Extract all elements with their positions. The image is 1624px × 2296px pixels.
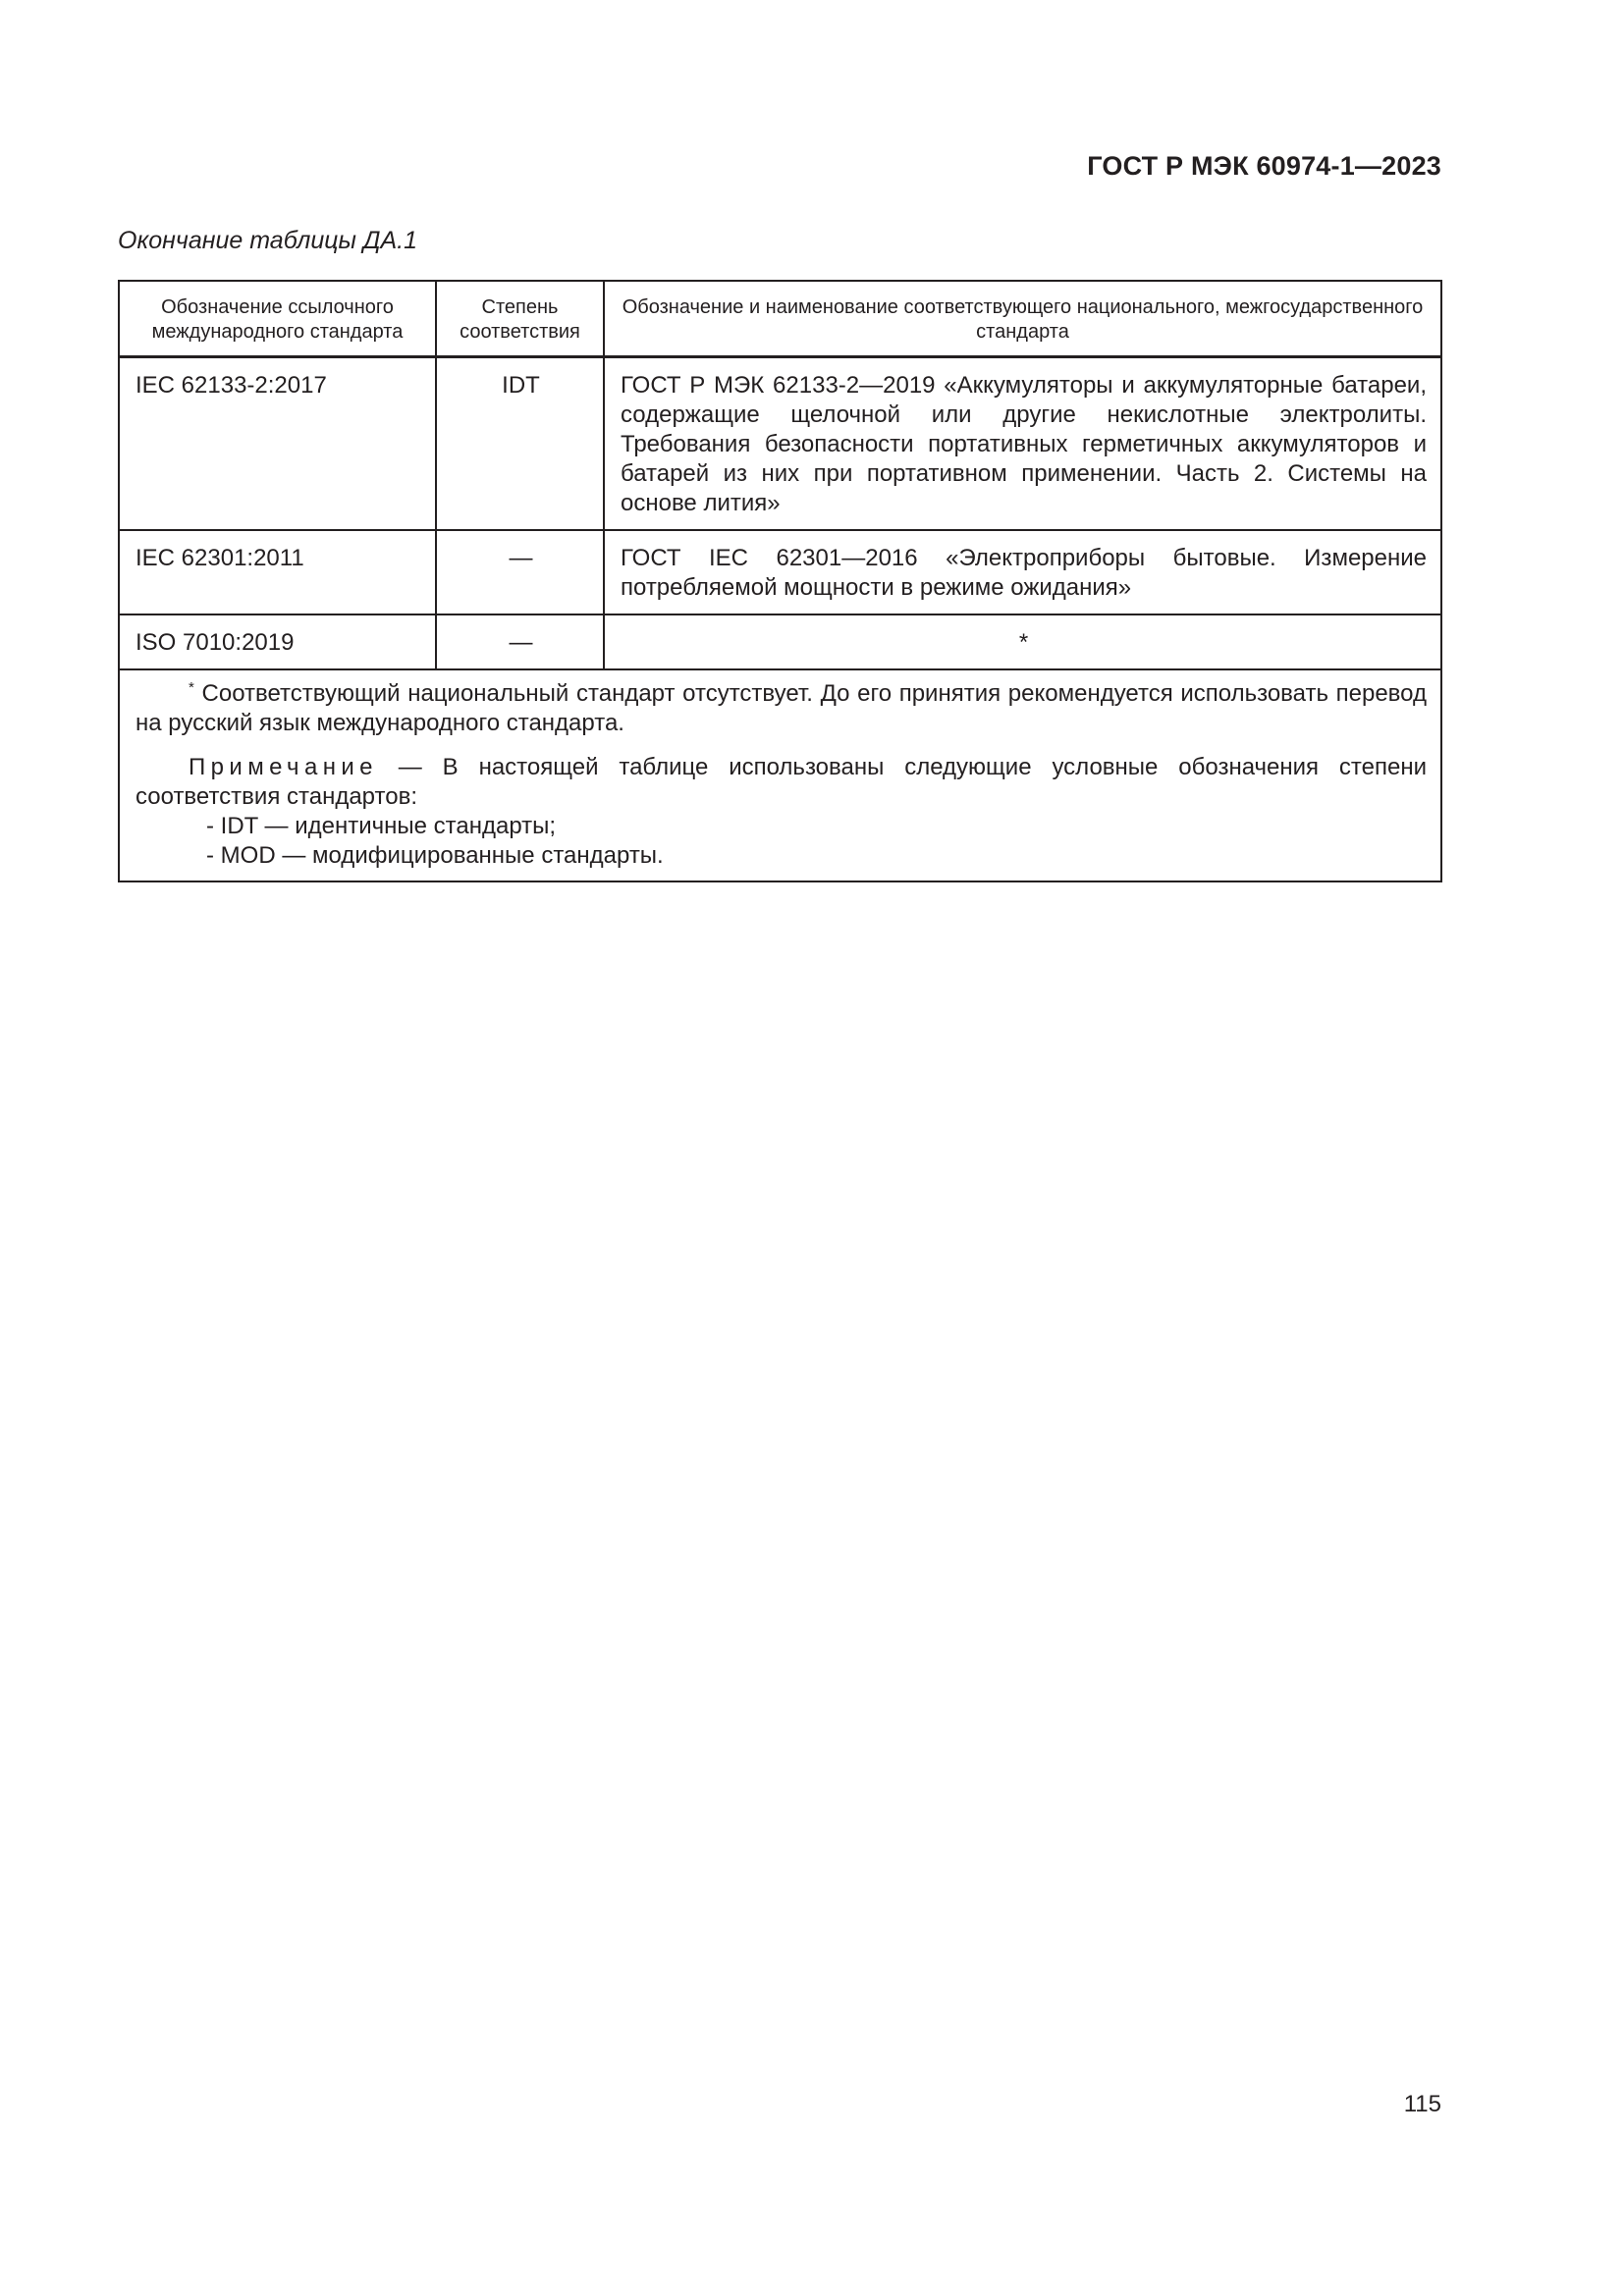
cell-national: ГОСТ Р МЭК 62133-2—2019 «Аккумуляторы и аккумуляторные батареи, содержащие щелочной или другие некислотные электролиты. Требования безопасности портативных герметичных аккумуляторов и батарей из них при портативном применении. Часть 2. Системы на основе лития» <box>604 357 1441 531</box>
cell-degree: — <box>436 614 604 669</box>
table-caption: Окончание таблицы ДА.1 <box>118 227 417 254</box>
note-item-idt: - IDT — идентичные стандарты; <box>206 813 557 839</box>
column-header-national: Обозначение и наименование соответствующего национального, межгосударственного стандарта <box>604 281 1441 357</box>
cell-degree: — <box>436 530 604 614</box>
footnote <box>135 679 1427 738</box>
cell-reference: IEC 62133-2:2017 <box>119 357 436 531</box>
footnote-text: Соответствующий национальный стандарт отсутствует. До его принятия рекомендуется использовать перевод на русский язык международного стандарта. <box>135 680 1427 736</box>
table-header-row <box>119 281 1441 357</box>
table-row <box>119 357 1441 531</box>
cell-degree: IDT <box>436 357 604 531</box>
table-notes <box>119 669 1441 881</box>
table-notes-row <box>119 669 1441 881</box>
column-header-reference: Обозначение ссылочного международного стандарта <box>119 281 436 357</box>
note-label: Примечание <box>189 754 378 780</box>
standards-table-container <box>118 280 1440 882</box>
standards-table <box>118 280 1442 882</box>
note-item-mod: - MOD — модифицированные стандарты. <box>206 842 664 869</box>
note <box>135 753 1427 812</box>
table-row <box>119 530 1441 614</box>
footnote-marker: * <box>189 679 194 696</box>
cell-reference: ISO 7010:2019 <box>119 614 436 669</box>
cell-national: * <box>604 614 1441 669</box>
note-text: — В настоящей таблице использованы следующие условные обозначения степени соответствия стандартов: <box>135 754 1427 810</box>
column-header-degree: Степень соответствия <box>436 281 604 357</box>
table-row <box>119 614 1441 669</box>
document-header: ГОСТ Р МЭК 60974-1—2023 <box>1087 151 1441 181</box>
cell-national: ГОСТ IEC 62301—2016 «Электроприборы бытовые. Измерение потребляемой мощности в режиме ожидания» <box>604 530 1441 614</box>
cell-reference: IEC 62301:2011 <box>119 530 436 614</box>
page-number: 115 <box>1403 2091 1441 2117</box>
